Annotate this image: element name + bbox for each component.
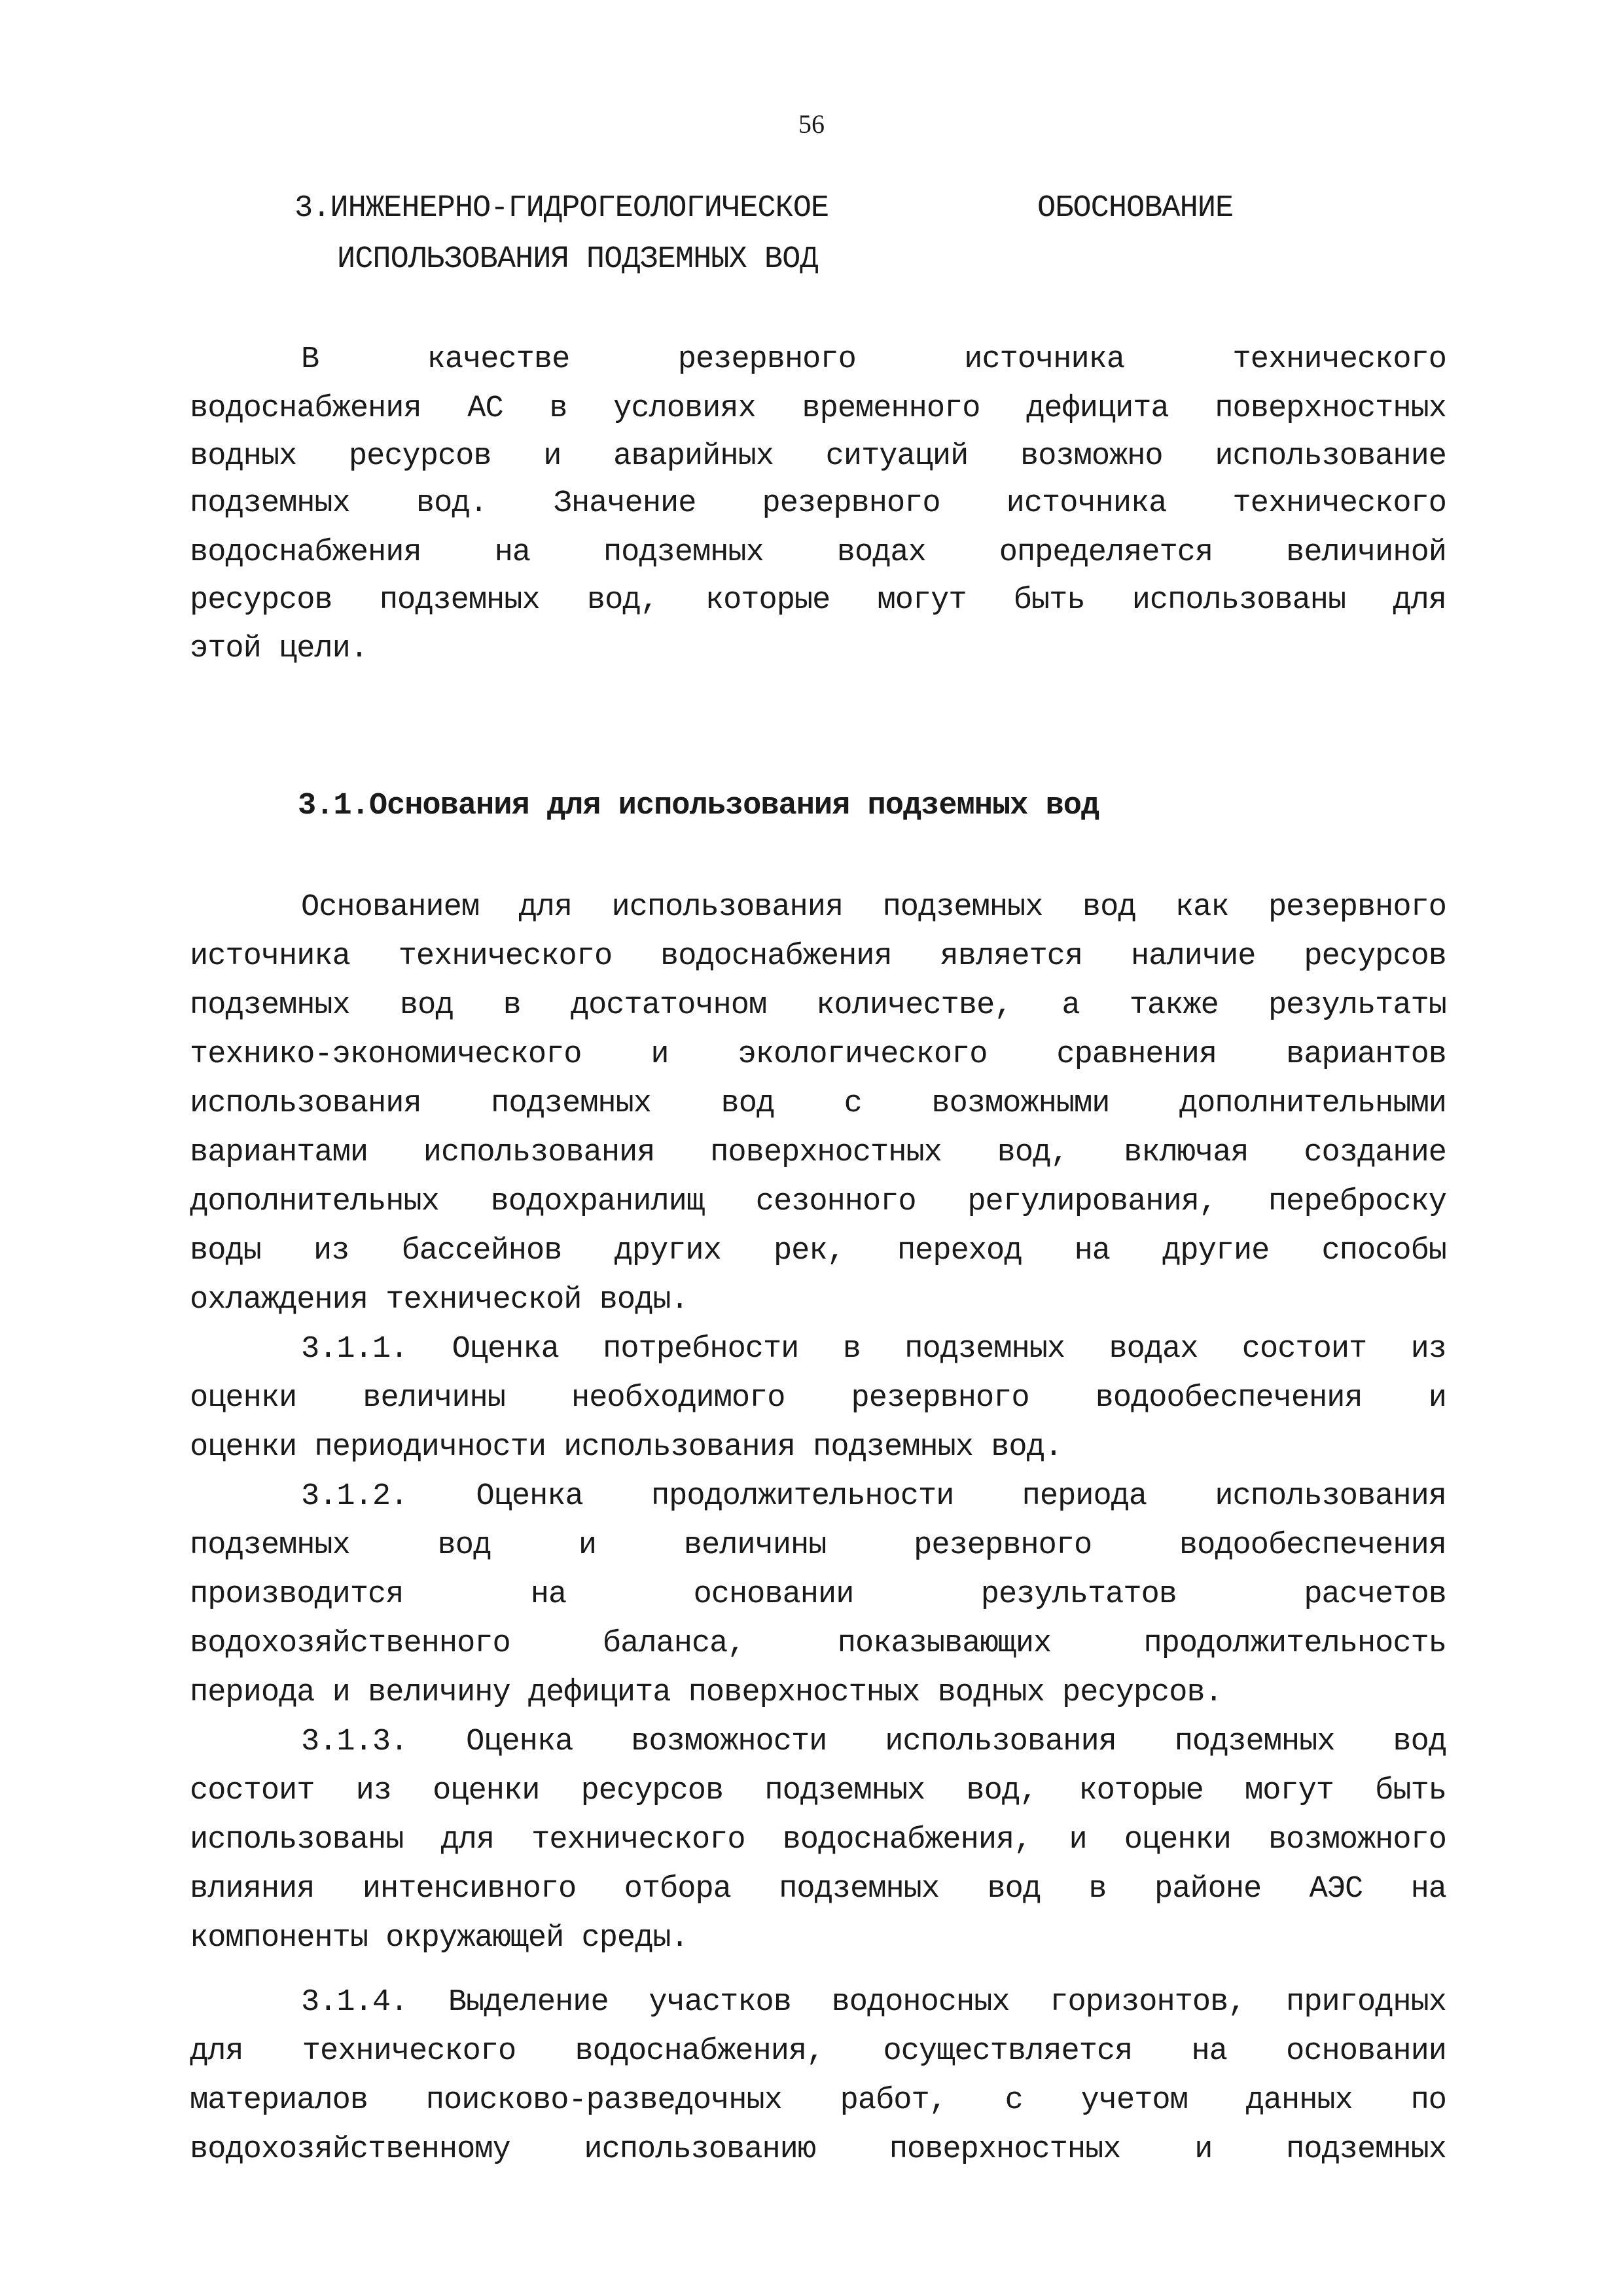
text-line: вариантами использования поверхностных вод, включая создание <box>190 1136 1446 1170</box>
text-line: влияния интенсивного отбора подземных вод в районе АЭС на <box>190 1872 1446 1907</box>
text-line: дополнительных водохранилищ сезонного регулирования, переброску <box>190 1185 1446 1219</box>
text-line: состоит из оценки ресурсов подземных вод, которые могут быть <box>190 1774 1446 1808</box>
text-line: оценки периодичности использования подземных вод. <box>190 1430 1063 1465</box>
text-line: компоненты окружающей среды. <box>190 1921 688 1956</box>
text-line: 3.1.3. Оценка возможности использования подземных вод <box>301 1725 1446 1759</box>
text-line: периода и величину дефицита поверхностных водных ресурсов. <box>190 1676 1222 1710</box>
text-line: оценки величины необходимого резервного водообеспечения и <box>190 1381 1446 1416</box>
text-line: водоснабжения АС в условиях временного дефицита поверхностных <box>190 391 1446 426</box>
text-line: использованы для технического водоснабжения, и оценки возможного <box>190 1823 1446 1857</box>
page-number: 56 <box>798 109 825 139</box>
text-line: 3.1.4. Выделение участков водоносных горизонтов, пригодных <box>301 1985 1446 2020</box>
text-line: подземных вод и величины резервного водообеспечения <box>190 1528 1446 1563</box>
text-line: подземных вод. Значение резервного источника технического <box>190 486 1446 521</box>
text-line: технико-экономического и экологического сравнения вариантов <box>190 1037 1446 1072</box>
text-line: этой цели. <box>190 632 368 666</box>
text-line: охлаждения технической воды. <box>190 1283 688 1318</box>
text-line: для технического водоснабжения, осуществляется на основании <box>190 2034 1446 2069</box>
section-heading-line2: ИСПОЛЬЗОВАНИЯ ПОДЗЕМНЫХ ВОД <box>337 242 818 277</box>
section-heading-left: 3.ИНЖЕНЕРНО-ГИДРОГЕОЛОГИЧЕСКОЕ <box>294 191 829 226</box>
text-line: водохозяйственному использованию поверхностных и подземных <box>190 2132 1446 2167</box>
text-line: водных ресурсов и аварийных ситуаций возможно использование <box>190 439 1446 474</box>
text-line: 3.1.1. Оценка потребности в подземных водах состоит из <box>301 1332 1446 1367</box>
text-line: водоснабжения на подземных водах определяется величиной <box>190 535 1446 570</box>
text-line: подземных вод в достаточном количестве, а также результаты <box>190 988 1446 1023</box>
text-line: ресурсов подземных вод, которые могут быть использованы для <box>190 583 1446 618</box>
text-line: производится на основании результатов расчетов <box>190 1577 1446 1612</box>
text-line: использования подземных вод с возможными дополнительными <box>190 1086 1446 1121</box>
text-line: воды из бассейнов других рек, переход на другие способы <box>190 1234 1446 1268</box>
text-line: 3.1.2. Оценка продолжительности периода использования <box>301 1479 1446 1514</box>
text-line: В качестве резервного источника технического <box>301 342 1446 377</box>
section-heading-right: ОБОСНОВАНИЕ <box>1037 191 1234 226</box>
text-line: Основанием для использования подземных вод как резервного <box>301 890 1446 925</box>
text-line: материалов поисково-разведочных работ, с учетом данных по <box>190 2083 1446 2118</box>
subsection-title: 3.1.Основания для использования подземных вод <box>298 789 1099 823</box>
text-line: источника технического водоснабжения является наличие ресурсов <box>190 939 1446 974</box>
text-line: водохозяйственного баланса, показывающих продолжительность <box>190 1626 1446 1661</box>
